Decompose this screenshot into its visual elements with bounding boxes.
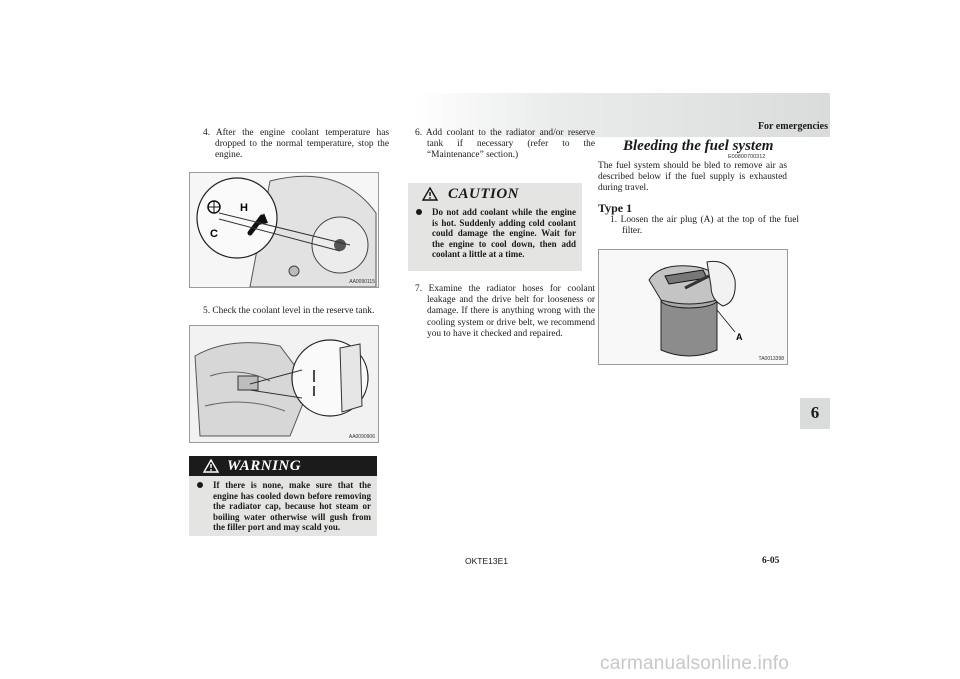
warning-header (189, 456, 377, 476)
bleeding-intro: The fuel system should be bled to remove air as described below if the fuel supply is exhausted during travel. (598, 161, 787, 194)
caution-bullet (408, 205, 582, 260)
figure-fuel-filter (598, 249, 788, 365)
figure-temperature-gauge (189, 172, 379, 288)
footer-doc-code: OKTE13E1 (465, 556, 508, 566)
warning-label: WARNING (227, 458, 302, 474)
warning-text: If there is none, make sure that the engine has cooled down before removing the radiator cap, because hot steam or boiling water otherwise will gush from the filler port and may scald you. (213, 480, 371, 533)
figure-code: AA0090906 (348, 434, 375, 440)
watermark: carmanualsonline.info (600, 653, 790, 674)
figure-code: TA0013398 (758, 356, 784, 362)
filter-label-a: A (736, 332, 743, 342)
caution-text: Do not add coolant while the engine is hot. Suddenly adding cold coolant could damage the engine. Wait for the engine to cool down, then add coolant a little at a time. (432, 207, 576, 260)
figure-reserve-tank (189, 325, 379, 443)
step-6-text: 6. Add coolant to the radiator and/or reserve tank if necessary (refer to the “Maintenance” section.) (415, 128, 595, 161)
section-title: For emergencies (757, 121, 828, 132)
gauge-h-label: H (240, 202, 248, 214)
step-4-text: 4. After the engine coolant temperature has dropped to the normal temperature, stop the engine. (203, 128, 389, 161)
step-5-text: 5. Check the coolant level in the reserve tank. (203, 306, 375, 316)
type-heading: Type 1 (598, 201, 633, 215)
bullet-dot-icon (416, 209, 422, 215)
step-7-text: 7. Examine the radiator hoses for coolant leakage and the drive belt for looseness or damage. If there is anything wrong with the cooling system or drive belt, we recommend you to have it checked and repaired. (415, 284, 595, 339)
bleeding-title: Bleeding the fuel system (623, 138, 774, 154)
page-number: 6-05 (762, 556, 780, 566)
bullet-dot-icon (197, 482, 203, 488)
caution-box (408, 183, 582, 271)
figure-code: AA0090115 (349, 279, 375, 285)
chapter-tab (800, 398, 830, 429)
caution-triangle-icon (422, 187, 438, 201)
caution-header (408, 183, 582, 205)
caution-label: CAUTION (448, 186, 520, 202)
chapter-tab-number: 6 (810, 403, 820, 422)
bleeding-code: E00800700312 (728, 154, 766, 160)
gauge-c-label: C (210, 228, 218, 240)
warning-bullet (189, 476, 377, 533)
warning-triangle-icon (203, 459, 219, 473)
step-1-text: 1. Loosen the air plug (A) at the top of the fuel filter. (610, 215, 799, 237)
warning-box (189, 456, 377, 536)
